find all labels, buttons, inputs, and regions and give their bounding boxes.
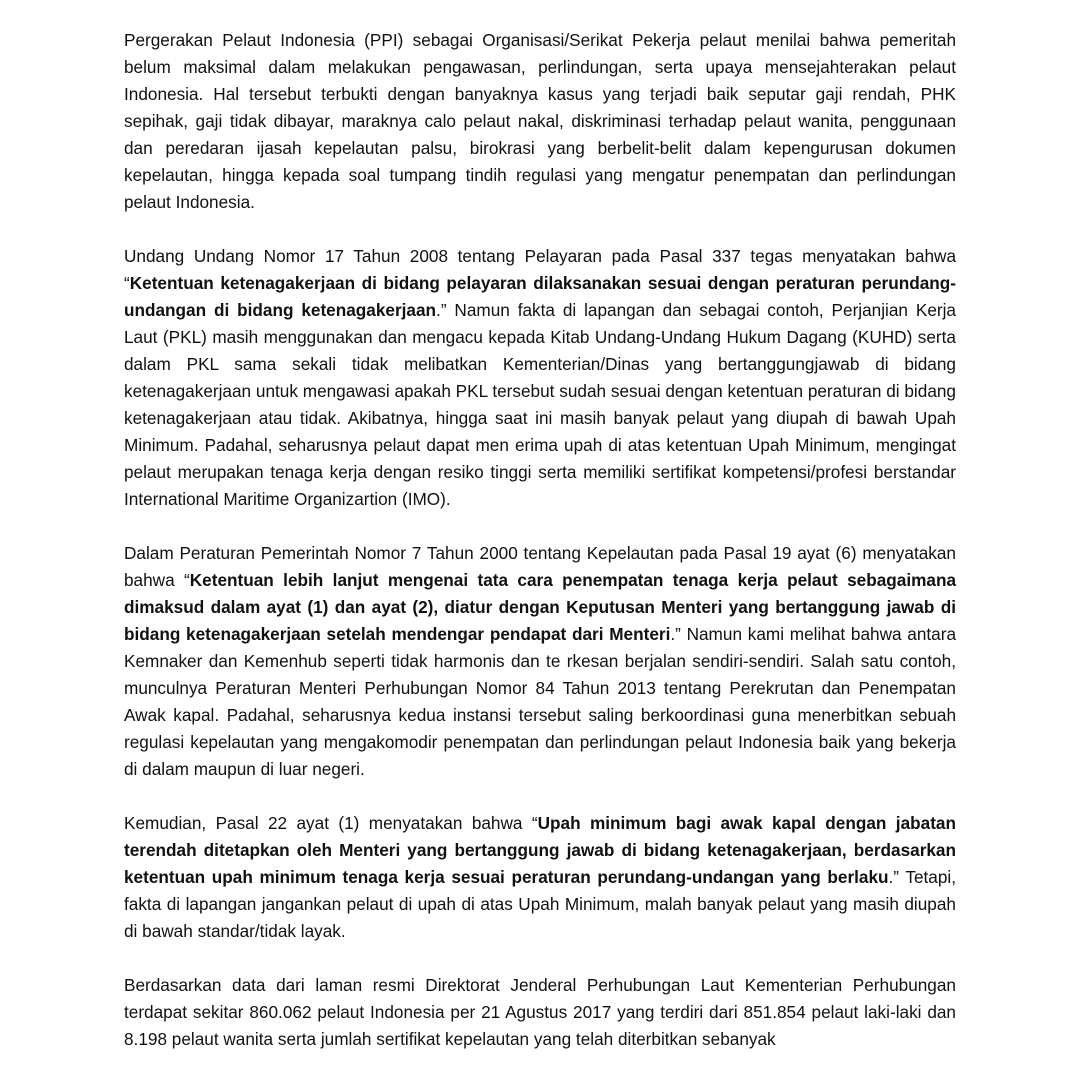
quoted-law-text: Ketentuan ketenagakerjaan di bidang pelayaran dilaksanakan sesuai dengan peraturan perundang-undangan di bidang ketenagakerjaan [124, 273, 956, 320]
paragraph-pasal-22 [124, 810, 956, 945]
paragraph-text: Pergerakan Pelaut Indonesia (PPI) sebagai Organisasi/Serikat Pekerja pelaut menilai bahwa pemeritah belum maksimal dalam melakukan pengawasan, perlindungan, serta upaya mensejahterakan pelaut Indonesia. Hal tersebut terbukti dengan banyaknya kasus yang terjadi baik seputar gaji rendah, PHK sepihak, gaji tidak dibayar, maraknya calo pelaut nakal, diskriminasi terhadap pelaut wanita, penggunaan dan peredaran ijasah kepelautan palsu, birokrasi yang berbelit-belit dalam kepengurusan dokumen kepelautan, hingga kepada soal tumpang tindih regulasi yang mengatur penempatan dan perlindungan pelaut Indonesia. [124, 30, 956, 212]
paragraph-text: Berdasarkan data dari laman resmi Direktorat Jenderal Perhubungan Laut Kementerian Perhubungan terdapat sekitar 860.062 pelaut Indonesia per 21 Agustus 2017 yang terdiri dari 851.854 pelaut laki-laki dan 8.198 pelaut wanita serta jumlah sertifikat kepelautan yang telah diterbitkan sebanyak [124, 975, 956, 1049]
paragraph-text: .” Namun fakta di lapangan dan sebagai contoh, Perjanjian Kerja Laut (PKL) masih menggunakan dan mengacu kepada Kitab Undang-Undang Hukum Dagang (KUHD) serta dalam PKL sama sekali tidak melibatkan Kementerian/Dinas yang bertanggungjawab di bidang ketenagakerjaan untuk mengawasi apakah PKL tersebut sudah sesuai dengan ketentuan peraturan di bidang ketenagakerjaan atau tidak. Akibatnya, hingga saat ini masih banyak pelaut yang diupah di bawah Upah Minimum. Padahal, seharusnya pelaut dapat men erima upah di atas ketentuan Upah Minimum, mengingat pelaut merupakan tenaga kerja dengan resiko tinggi serta memiliki sertifikat kompetensi/profesi berstandar International Maritime Organizartion (IMO). [124, 300, 956, 509]
quoted-law-text: Upah minimum bagi awak kapal dengan jabatan terendah ditetapkan oleh Menteri yang bertanggung jawab di bidang ketenagakerjaan, berdasarkan ketentuan upah minimum tenaga kerja sesuai peraturan perundang-undangan yang berlaku [124, 813, 956, 887]
paragraph-text: .” Namun kami melihat bahwa antara Kemnaker dan Kemenhub seperti tidak harmonis dan te rkesan berjalan sendiri-sendiri. Salah satu contoh, munculnya Peraturan Menteri Perhubungan Nomor 84 Tahun 2013 tentang Perekrutan dan Penempatan Awak kapal. Padahal, seharusnya kedua instansi tersebut saling berkoordinasi guna menerbitkan sebuah regulasi kepelautan yang mengakomodir penempatan dan perlindungan pelaut Indonesia baik yang bekerja di dalam maupun di luar negeri. [124, 624, 957, 779]
paragraph-pp-7-2000 [124, 540, 956, 783]
paragraph-ppi-assessment [124, 27, 956, 216]
document-body [124, 27, 956, 1080]
paragraph-text: Dalam Peraturan Pemerintah Nomor 7 Tahun 2000 tentang Kepelautan pada Pasal 19 ayat (6) menyatakan bahwa “ [124, 543, 956, 590]
paragraph-text: Undang Undang Nomor 17 Tahun 2008 tentang Pelayaran pada Pasal 337 tegas menyatakan bahwa “ [124, 246, 956, 293]
paragraph-uu-17-2008 [124, 243, 956, 513]
quoted-law-text: Ketentuan lebih lanjut mengenai tata cara penempatan tenaga kerja pelaut sebagaimana dimaksud dalam ayat (1) dan ayat (2), diatur dengan Keputusan Menteri yang bertanggung jawab di bidang ketenagakerjaan setelah mendengar pendapat dari Menteri [124, 570, 956, 644]
paragraph-text: .” Tetapi, fakta di lapangan jangankan pelaut di upah di atas Upah Minimum, malah banyak pelaut yang masih diupah di bawah standar/tidak layak. [124, 867, 956, 941]
paragraph-seafarer-data [124, 972, 956, 1053]
paragraph-text: Kemudian, Pasal 22 ayat (1) menyatakan bahwa “ [124, 813, 538, 833]
